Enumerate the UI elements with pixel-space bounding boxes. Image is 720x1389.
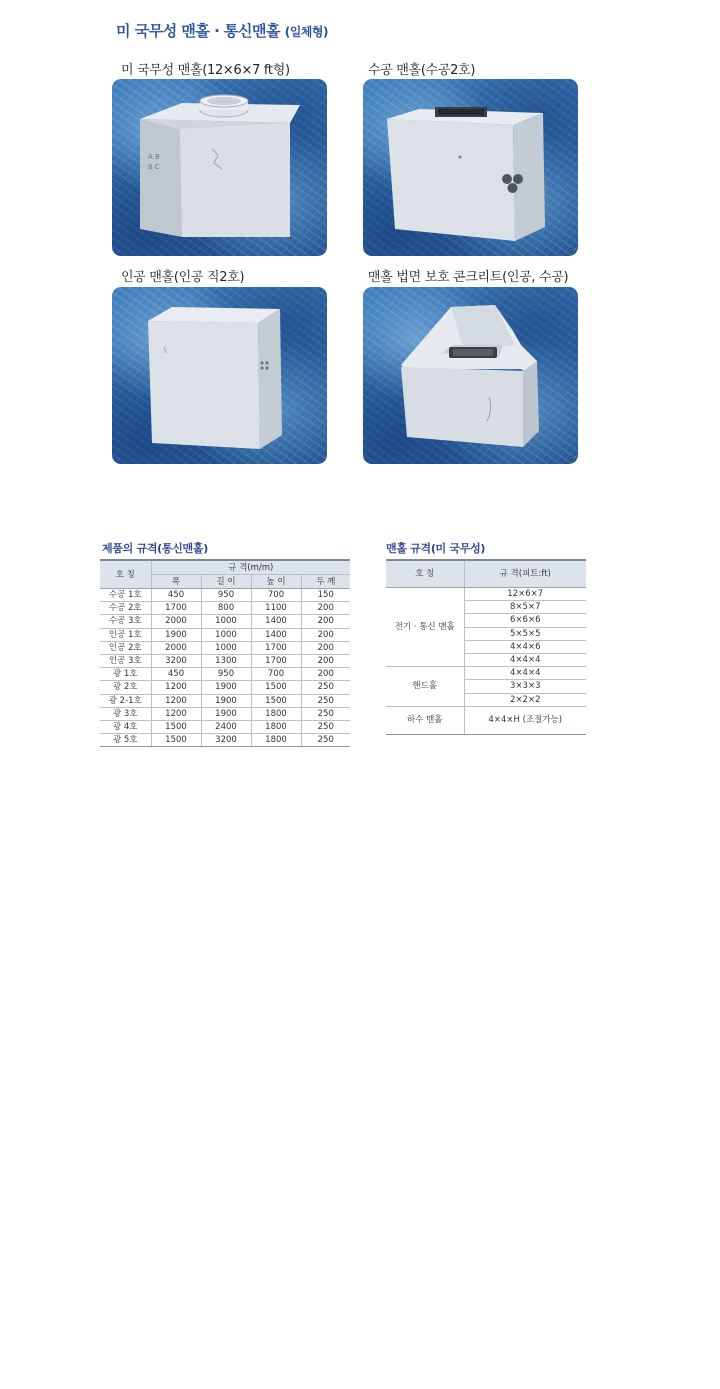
row-value-cell: 1800 bbox=[251, 734, 301, 747]
row-name-cell: 광 3호 bbox=[100, 707, 151, 720]
row-name-cell: 광 4호 bbox=[100, 720, 151, 733]
row-name-cell: 광 2-1호 bbox=[100, 694, 151, 707]
table-row bbox=[100, 589, 350, 602]
row-value-cell: 1700 bbox=[251, 654, 301, 667]
photo-human-manhole bbox=[112, 287, 327, 464]
row-value-cell: 250 bbox=[301, 694, 350, 707]
row-value-cell: 1500 bbox=[151, 734, 201, 747]
photo-caption-human-manhole: 인공 맨홀(인공 직2호) bbox=[121, 270, 245, 285]
row-value-cell: 1200 bbox=[151, 694, 201, 707]
table1-header-col: 높 이 bbox=[251, 575, 301, 589]
row-value-cell: 200 bbox=[301, 602, 350, 615]
row-value-cell: 3200 bbox=[151, 654, 201, 667]
row-value-cell: 2400 bbox=[201, 720, 251, 733]
table-row bbox=[100, 602, 350, 615]
row-value-cell: 1500 bbox=[251, 694, 301, 707]
row-value-cell: 2000 bbox=[151, 615, 201, 628]
svg-text:A B: A B bbox=[148, 153, 160, 161]
row-value-cell: 200 bbox=[301, 615, 350, 628]
row-value-cell: 1100 bbox=[251, 602, 301, 615]
table-row bbox=[386, 588, 586, 601]
table1-header-col: 폭 bbox=[151, 575, 201, 589]
table-row bbox=[100, 734, 350, 747]
spec-cell: 5×5×5 bbox=[464, 627, 586, 640]
table-row bbox=[100, 681, 350, 694]
row-name-cell: 수공 3호 bbox=[100, 615, 151, 628]
svg-text:8 C: 8 C bbox=[148, 163, 160, 171]
row-name-cell: 인공 3호 bbox=[100, 654, 151, 667]
photo-state-dept-manhole bbox=[112, 79, 327, 256]
table1-title: 제품의 규격(통신맨홀) bbox=[102, 542, 208, 555]
row-name-cell: 광 5호 bbox=[100, 734, 151, 747]
row-value-cell: 250 bbox=[301, 681, 350, 694]
table-row bbox=[100, 654, 350, 667]
spec-table-state-dept bbox=[386, 559, 586, 735]
spec-cell: 4×4×4 bbox=[464, 653, 586, 666]
table-row bbox=[100, 668, 350, 681]
row-value-cell: 1900 bbox=[201, 694, 251, 707]
row-value-cell: 450 bbox=[151, 589, 201, 602]
row-value-cell: 1000 bbox=[201, 615, 251, 628]
table-row bbox=[100, 641, 350, 654]
row-value-cell: 1500 bbox=[151, 720, 201, 733]
spec-cell: 8×5×7 bbox=[464, 601, 586, 614]
table-row bbox=[386, 667, 586, 680]
row-value-cell: 250 bbox=[301, 720, 350, 733]
row-value-cell: 1000 bbox=[201, 628, 251, 641]
row-value-cell: 200 bbox=[301, 641, 350, 654]
spec-cell: 4×4×H (조절가능) bbox=[464, 706, 586, 734]
row-name-cell: 광 2호 bbox=[100, 681, 151, 694]
row-value-cell: 1700 bbox=[251, 641, 301, 654]
row-value-cell: 1400 bbox=[251, 615, 301, 628]
table-row bbox=[100, 628, 350, 641]
table-row bbox=[100, 615, 350, 628]
table1-header-col: 두 께 bbox=[301, 575, 350, 589]
row-name-cell: 수공 2호 bbox=[100, 602, 151, 615]
table-row bbox=[100, 707, 350, 720]
spec-cell: 2×2×2 bbox=[464, 693, 586, 706]
row-value-cell: 950 bbox=[201, 589, 251, 602]
row-value-cell: 250 bbox=[301, 734, 350, 747]
row-value-cell: 1900 bbox=[201, 707, 251, 720]
photo-slope-protection bbox=[363, 287, 578, 464]
row-value-cell: 1400 bbox=[251, 628, 301, 641]
row-value-cell: 1200 bbox=[151, 707, 201, 720]
group-name-cell: 핸드홀 bbox=[386, 667, 464, 707]
table1-header-col: 길 이 bbox=[201, 575, 251, 589]
row-value-cell: 800 bbox=[201, 602, 251, 615]
row-name-cell: 수공 1호 bbox=[100, 589, 151, 602]
table-row bbox=[386, 706, 586, 734]
row-value-cell: 1700 bbox=[151, 602, 201, 615]
row-value-cell: 150 bbox=[301, 589, 350, 602]
row-value-cell: 200 bbox=[301, 628, 350, 641]
row-value-cell: 3200 bbox=[201, 734, 251, 747]
row-value-cell: 1800 bbox=[251, 707, 301, 720]
row-value-cell: 450 bbox=[151, 668, 201, 681]
spec-cell: 4×4×6 bbox=[464, 640, 586, 653]
spec-cell: 6×6×6 bbox=[464, 614, 586, 627]
spec-cell: 3×3×3 bbox=[464, 680, 586, 693]
row-name-cell: 인공 1호 bbox=[100, 628, 151, 641]
row-name-cell: 광 1호 bbox=[100, 668, 151, 681]
row-value-cell: 1800 bbox=[251, 720, 301, 733]
row-value-cell: 200 bbox=[301, 654, 350, 667]
spec-table-telecom bbox=[100, 559, 350, 747]
spec-cell: 12×6×7 bbox=[464, 588, 586, 601]
row-value-cell: 2000 bbox=[151, 641, 201, 654]
row-value-cell: 250 bbox=[301, 707, 350, 720]
spec-cell: 4×4×4 bbox=[464, 667, 586, 680]
table2-header-spec: 규 격(피트:ft) bbox=[464, 560, 586, 588]
photo-caption-slope-protection: 맨홀 법면 보호 콘크리트(인공, 수공) bbox=[368, 270, 569, 285]
photo-caption-state-dept: 미 국무성 맨홀(12×6×7 ft형) bbox=[121, 63, 290, 78]
group-name-cell: 하수 맨홀 bbox=[386, 706, 464, 734]
table2-header-name: 호 칭 bbox=[386, 560, 464, 588]
page-title bbox=[116, 20, 328, 41]
row-value-cell: 1500 bbox=[251, 681, 301, 694]
page-title-main: 미 국무성 맨홀 · 통신맨홀 bbox=[116, 22, 280, 40]
row-value-cell: 1900 bbox=[201, 681, 251, 694]
row-value-cell: 700 bbox=[251, 589, 301, 602]
row-value-cell: 700 bbox=[251, 668, 301, 681]
table-row bbox=[100, 694, 350, 707]
row-value-cell: 950 bbox=[201, 668, 251, 681]
row-value-cell: 200 bbox=[301, 668, 350, 681]
photo-caption-water-manhole: 수공 맨홀(수공2호) bbox=[368, 63, 476, 78]
table-row bbox=[100, 720, 350, 733]
row-value-cell: 1000 bbox=[201, 641, 251, 654]
table1-header-name: 호 칭 bbox=[100, 560, 151, 589]
row-value-cell: 1900 bbox=[151, 628, 201, 641]
row-value-cell: 1200 bbox=[151, 681, 201, 694]
photo-water-manhole bbox=[363, 79, 578, 256]
table2-title: 맨홀 규격(미 국무성) bbox=[386, 542, 486, 555]
page-title-sub: (일체형) bbox=[284, 25, 328, 39]
table1-header-group: 규 격(m/m) bbox=[151, 560, 350, 575]
row-value-cell: 1300 bbox=[201, 654, 251, 667]
group-name-cell: 전기 · 통신 맨홀 bbox=[386, 588, 464, 667]
row-name-cell: 인공 2호 bbox=[100, 641, 151, 654]
